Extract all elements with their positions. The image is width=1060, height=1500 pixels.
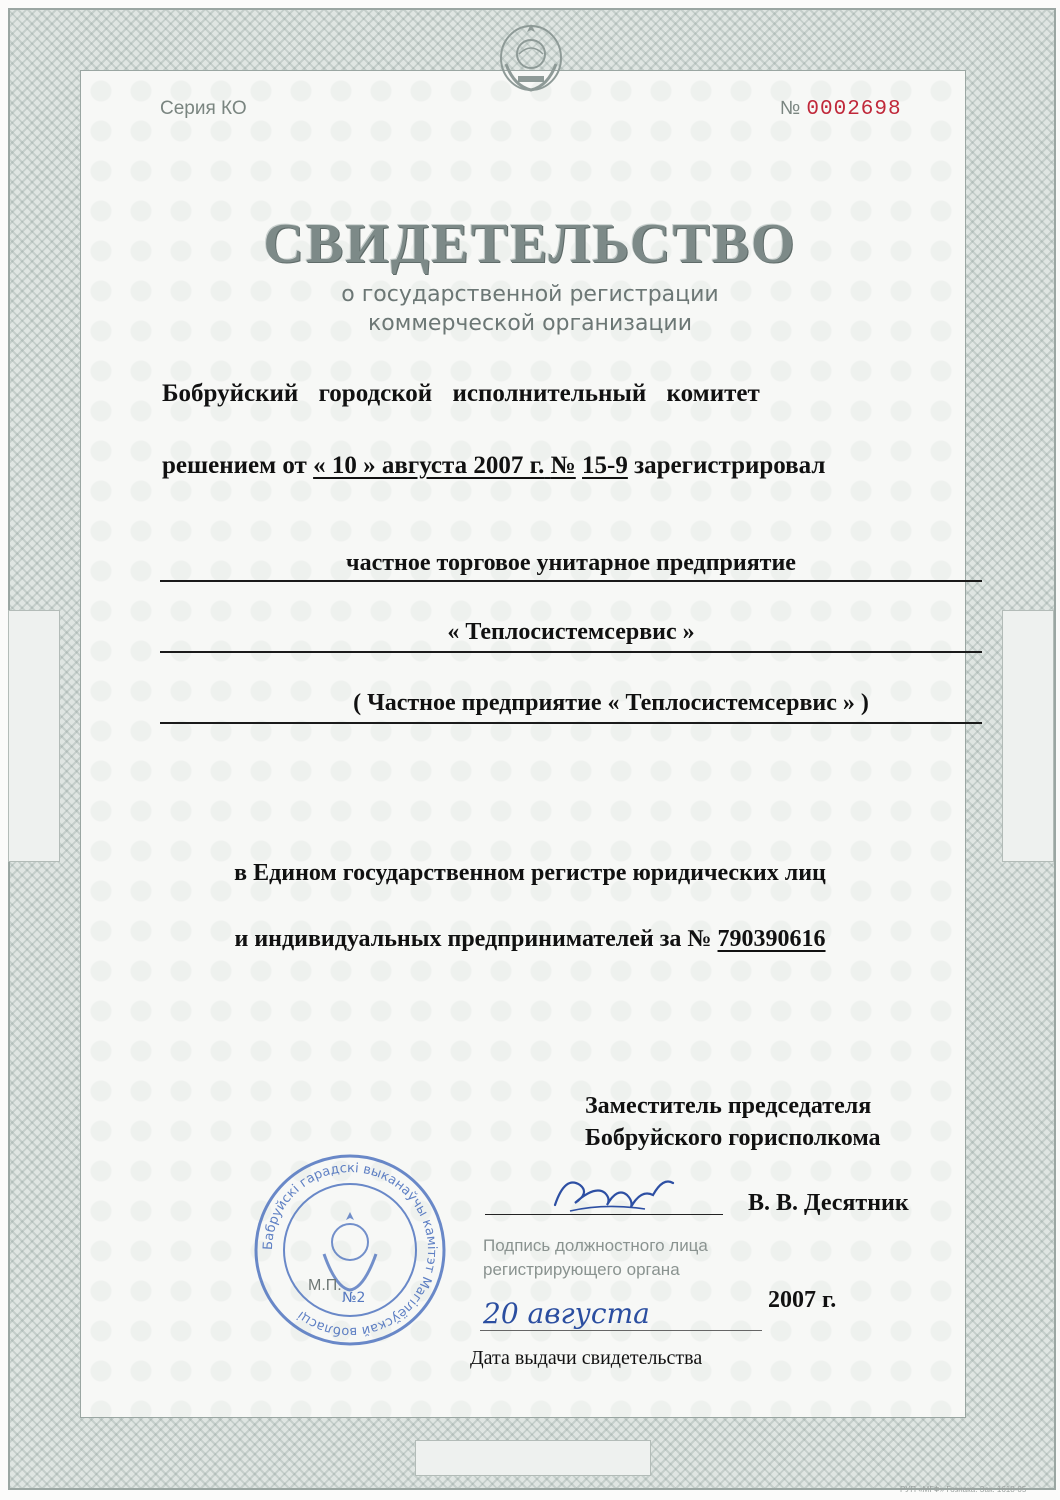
issue-year: 2007 г. [768,1287,837,1313]
rule-3 [160,722,982,724]
stamp-circular-text: Бабруйскі гарадскі выканаўчы камітэт Магілёўскай вобласці [260,1160,440,1340]
organization-name: « Теплосистемсервис » [447,619,695,645]
left-margin-tab [8,610,60,862]
rule-1 [160,580,982,582]
subtitle-line-2: коммерческой организации [367,311,692,336]
issue-date-caption: Дата выдачи свидетельства [470,1347,703,1369]
decision-number: 15-9 [582,452,628,479]
register-number: 790390616 [717,926,826,952]
register-prefix: и индивидуальных предпринимателей за № [234,926,712,952]
stamp-number: №2 [342,1290,366,1306]
rule-2 [160,651,982,653]
organization-type: частное торговое унитарное предприятие [346,550,796,576]
signature-rule [485,1214,723,1215]
seal-place-label: М.П. [308,1277,342,1294]
official-position-line-2: Бобруйского горисполкома [585,1125,881,1151]
register-line-1: в Едином государственном регистре юридических лиц [234,860,826,886]
register-line-2 [0,926,1060,953]
official-position-line-1: Заместитель председателя [585,1093,872,1119]
signer-name: В. В. Десятник [748,1190,909,1216]
printer-imprint: РУП «МГФ» Гознака. Зак. 1618-05 [900,1485,1027,1494]
decision-suffix: зарегистрировал [634,452,826,479]
signature-caption-line-1: Подпись должностного лица [483,1236,708,1255]
signature-caption-line-2: регистрирующего органа [483,1260,680,1279]
official-stamp [250,1150,450,1350]
issue-date-handwritten: 20 августа [483,1297,650,1330]
series-label: Серия КО [160,98,247,119]
number-label: № [780,98,801,119]
certificate-number [780,98,902,121]
subtitle-line-1: о государственной регистрации [341,282,719,307]
registering-authority: Бобруйский городской исполнительный комитет [162,380,760,407]
number-value: 0002698 [806,98,902,121]
bottom-margin-tab [415,1440,651,1476]
decision-line [162,452,825,480]
document-title: СВИДЕТЕЛЬСТВО [263,213,797,275]
decision-number-label: № [550,452,576,479]
decision-date: « 10 » августа 2007 г. [313,452,545,479]
handwritten-signature [545,1165,685,1225]
decision-prefix: решением от [162,452,307,479]
organization-short-name: ( Частное предприятие « Теплосистемсервис » ) [353,690,869,716]
state-emblem-icon [494,14,568,96]
right-margin-tab [1002,610,1054,862]
date-rule [480,1330,762,1331]
